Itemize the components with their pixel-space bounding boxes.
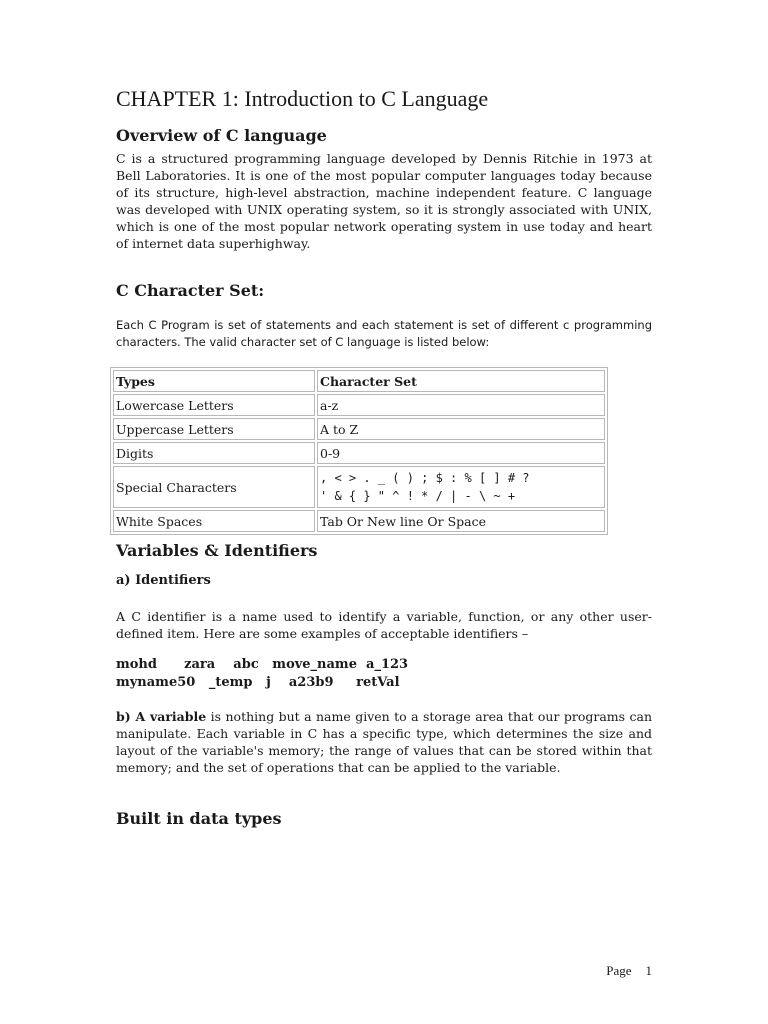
table-row	[113, 418, 605, 440]
page-label: Page	[606, 963, 632, 978]
table-header-types: Types	[113, 370, 315, 392]
charset-intro-paragraph: Each C Program is set of statements and each statement is set of different c programming characters. The valid character set of C language is listed below:	[116, 318, 652, 349]
variable-body: is nothing but a name given to a storage area that our programs can manipulate. Each variable in C has a specific type, which determines the size and layout of the variable's memory; the range of values that can be stored within that memory; and the set of operations that can be applied to the variable.	[116, 709, 653, 775]
table-cell-type: Uppercase Letters	[113, 418, 315, 440]
page-number: 1	[645, 963, 652, 978]
table-cell-type: Lowercase Letters	[113, 394, 315, 416]
table-cell-type: Special Characters	[113, 466, 315, 508]
table-cell-set-special	[317, 466, 605, 508]
page-footer	[606, 963, 652, 979]
charset-heading: C Character Set:	[116, 281, 265, 300]
identifiers-paragraph: A C identifier is a name used to identify a variable, function, or any other user-defined item. Here are some examples of acceptable identifiers –	[116, 609, 652, 641]
table-row	[113, 442, 605, 464]
identifiers-subheading: a) Identifiers	[116, 573, 211, 588]
table-cell-set: Tab Or New line Or Space	[317, 510, 605, 532]
table-cell-set: A to Z	[317, 418, 605, 440]
variables-heading: Variables & Identifiers	[116, 541, 318, 560]
table-cell-set: 0-9	[317, 442, 605, 464]
table-cell-type: White Spaces	[113, 510, 315, 532]
variable-label: b) A variable	[116, 709, 207, 724]
table-row	[113, 466, 605, 508]
identifier-examples-line-2: myname50 _temp j a23b9 retVal	[116, 675, 400, 690]
special-characters-line-1: , < > . _ ( ) ; $ : % [ ] # ?	[320, 471, 530, 485]
builtin-types-heading: Built in data types	[116, 809, 282, 828]
table-cell-type: Digits	[113, 442, 315, 464]
table-header-row	[113, 370, 605, 392]
special-characters-line-2: ' & { } " ^ ! * / | - \ ~ +	[320, 489, 516, 503]
overview-heading: Overview of C language	[116, 126, 327, 145]
identifier-examples-line-1: mohd zara abc move_name a_123	[116, 657, 409, 672]
table-header-character-set: Character Set	[317, 370, 605, 392]
variable-paragraph	[116, 708, 652, 776]
table-cell-set: a-z	[317, 394, 605, 416]
chapter-title: CHAPTER 1: Introduction to C Language	[116, 86, 489, 111]
overview-paragraph: C is a structured programming language developed by Dennis Ritchie in 1973 at Bell Laboratories. It is one of the most popular computer languages today because of its structure, high-level abstraction, machine independent feature. C language was developed with UNIX operating system, so it is strongly associated with UNIX, which is one of the most popular network operating system in use today and heart of internet data superhighway.	[116, 151, 652, 251]
character-set-table	[110, 367, 608, 535]
table-row	[113, 510, 605, 532]
table-row	[113, 394, 605, 416]
